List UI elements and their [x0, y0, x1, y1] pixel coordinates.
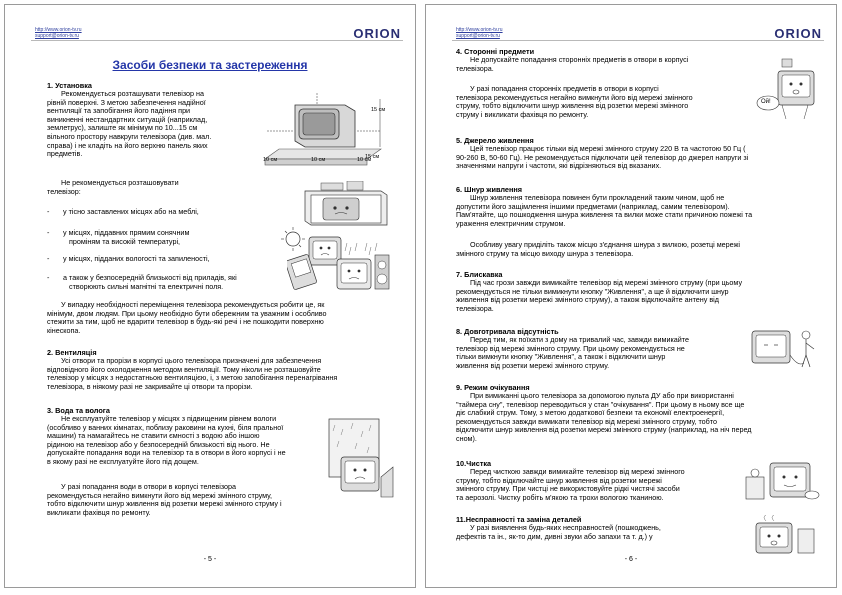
dim-label-middle: 10 см — [311, 157, 326, 163]
section-1-text: Рекомендується розташувати телевізор на рівній поверхні. З метою забезпечення надійної вентиляції та запобігання його падіння при виникненні нестандартних ситуацій (наприклад, землетрус), залиште як мінімум по 10...15 см вільного простору навкруги телевізора (див. мал. справа) і не кладіть на його верхню панель яких предметів. — [47, 89, 212, 159]
tv-water-illustration — [327, 417, 397, 501]
section-4-heading: 4. Сторонні предмети — [456, 47, 535, 56]
support-email-link[interactable]: support@orion-tv.ru — [35, 33, 79, 39]
header-divider — [452, 40, 824, 41]
tv-malfunction-illustration — [752, 515, 818, 559]
section-11-heading: 11.Несправності та заміна деталей — [456, 515, 582, 524]
section-11-text: У разі виявлення будь-яких несправностей (пошкоджень, дефектів та ін., як-то дим, дивні звуки або запахи та т. д.) у — [456, 523, 661, 541]
section-2-heading: 2. Вентиляція — [47, 348, 97, 357]
section-3-text: Не експлуатуйте телевізор у місцях з підвищеним рівнем вологи (особливо у ванних кімнатах, поблизу раковини на кухні, біля пральної машини) та намагайтесь не ставити ємності з водою або іншою рідиною на телевізор або у безпосередній близькості від нього. Не допускайте попадання води на телевізор та в отвори в його корпусі і не в якому разі не експлуатуйте його під дощем. — [47, 414, 286, 466]
page-left — [4, 4, 416, 588]
header-links[interactable] — [456, 27, 503, 39]
speech-bubble-text: Ой! — [761, 99, 771, 105]
section-3-text-2: У разі попадання води в отвори в корпусі телевізора рекомендується негайно вимкнути його від мережі змінного струму, тобто відключити шнур живлення від розетки мережі змінного струму і викликати фахівця по ремонту. — [47, 482, 282, 517]
section-2-text: Усі отвори та прорізи в корпусі цього телевізора призначені для забезпечення відповідного його охолодження методом вентиляції. Тому ніколи не розташовуйте телевізор у місцях з недостатньою вентиляцією, і, з метою запобігання перенагрівання телевізора, в ніякому разі не закривайте ці отвори та прорізи. — [47, 356, 338, 391]
not-recommended-text: Не рекомендується розташовувати телевізор: — [47, 178, 179, 196]
bullet-3: - у місцях, підданих вологості та запиленості, — [47, 254, 210, 263]
section-9-heading: 9. Режим очікування — [456, 383, 530, 392]
section-5-heading: 5. Джерело живлення — [456, 136, 534, 145]
dim-label-top: 15 см — [371, 107, 386, 113]
support-email-link[interactable]: support@orion-tv.ru — [456, 33, 500, 39]
section-7-heading: 7. Блискавка — [456, 270, 503, 279]
bullet-2: - у місцях, піддавних прямим сонячним проміням та високій температурі, — [47, 228, 190, 246]
page-number: - 6 - — [624, 556, 638, 563]
section-1-heading: 1. Установка — [47, 81, 92, 90]
section-6-text: Шнур живлення телевізора повинен бути прокладений таким чином, щоб не допустити його защімлення іншими предметами (наприклад, самим телевізором). Пам'ятайте, що пошкодження шнура живлення та вилки може стати причиною пожежі та ураження електричним струмом. — [456, 193, 753, 228]
section-6-heading: 6. Шнур живлення — [456, 185, 523, 194]
tv-cleaning-illustration — [744, 455, 820, 511]
orion-logo: ORION — [353, 26, 401, 41]
section-8-text: Перед тим, як поїхати з дому на тривалий час, завжди вимикайте телевізор від мережі змінного струму. При цьому рекомендується не тільки вимкнути кнопку "Живлення", а також і відключити шнур живлення від розетки мережі змінного струму. — [456, 335, 690, 370]
header-divider — [31, 40, 403, 41]
dim-label-left: 10 см — [263, 157, 278, 163]
page-title: Засоби безпеки та застереження — [112, 58, 308, 72]
orion-logo: ORION — [774, 26, 822, 41]
dim-label-right: 15 см — [365, 154, 380, 160]
dim-label-rear: 10 см — [357, 157, 372, 163]
page-right — [425, 4, 837, 588]
tv-absence-illustration — [748, 323, 818, 375]
section-6-text-2: Особливу увагу приділіть також місцю з'єднання шнура з вилкою, розетці мережі змінного струму та місцю виходу шнура з телевізора. — [456, 240, 741, 258]
tv-in-cabinet-illustration — [291, 181, 391, 227]
section-4-text: Не допускайте попадання сторонніх предметів в отвори в корпусі телевізора. — [456, 55, 689, 73]
tv-humidity-magnetic-illustration — [287, 241, 393, 297]
section-3-heading: 3. Вода та волога — [47, 406, 110, 415]
header-links[interactable] — [35, 27, 82, 39]
bullet-1: - у тісно заставлених місцях або на меблі, — [47, 207, 199, 216]
section-9-text: При вимиканні цього телевізора за допомогою пульта ДУ або при використанні "таймера сну", телевізор переводиться у стан "очікування". При цьому в ньому все ще діє слабкий струм. Тому, з метою додаткової безпеки та економії електроенергії, рекомендується завжди вимикати телевізор від мережі змінного струму, тобто відключити шнур живлення від розетки мережі змінного струму (наприклад, на ніч перед сном). — [456, 391, 752, 443]
section-10-text: Перед чисткою завжди вимикайте телевізор від мережі змінного струму, тобто відключайте шнур живлення від розетки мережі змінного струму. При чистці не використовуйте рідкі чистячі засоби та аерозолі. Чистку робіть м'якою та трохи вологою тканиною. — [456, 467, 685, 502]
website-link[interactable]: http://www.orion-tv.ru — [456, 27, 503, 33]
section-4-text-2: У разі попадання сторонніх предметів в отвори в корпусі телевізора рекомендується негайно вимкнути його від мережі змінного струму, тобто відключити шнур живлення від розетки мережі змінного струму і викликати фахівця по ремонту. — [456, 84, 693, 119]
section-7-text: Під час грози завжди вимикайте телевізор від мережі змінного струму (при цьому рекомендується не тільки вимикнути кнопку "Живлення", а ще й відключити шнур живлення від розетки мережі змінного струму), а також відключайте антену від телевізора. — [456, 278, 743, 313]
bullet-4: - а також у безпосередній близькості від приладів, які створюють сильні магнітні та електричні поля. — [47, 273, 237, 291]
website-link[interactable]: http://www.orion-tv.ru — [35, 27, 82, 33]
page-number: - 5 - — [203, 556, 217, 563]
moving-tv-text: У випадку необхідності переміщення телевізора рекомендується робити це, як мінімум, двом людям. При цьому необхідно бути обережним та уважним і особливо стежити за тим, щоб не вдарити телевізор в будь-які речі і не пошкодити поверхню кінескопа. — [47, 300, 327, 335]
section-8-heading: 8. Довготривала відсутність — [456, 327, 559, 336]
section-5-text: Цей телевізор працює тільки від мережі змінного струму 220 В та частотою 50 Гц ( 90-260 В, 50-60 Гц). Не рекомендується підключати цей телевізор до джерел напруги зі значеннями напруги і частоти, які відрізняються від вказаних. — [456, 144, 749, 171]
tv-foreign-object-illustration — [756, 57, 818, 127]
section-10-heading: 10.Чистка — [456, 459, 492, 468]
